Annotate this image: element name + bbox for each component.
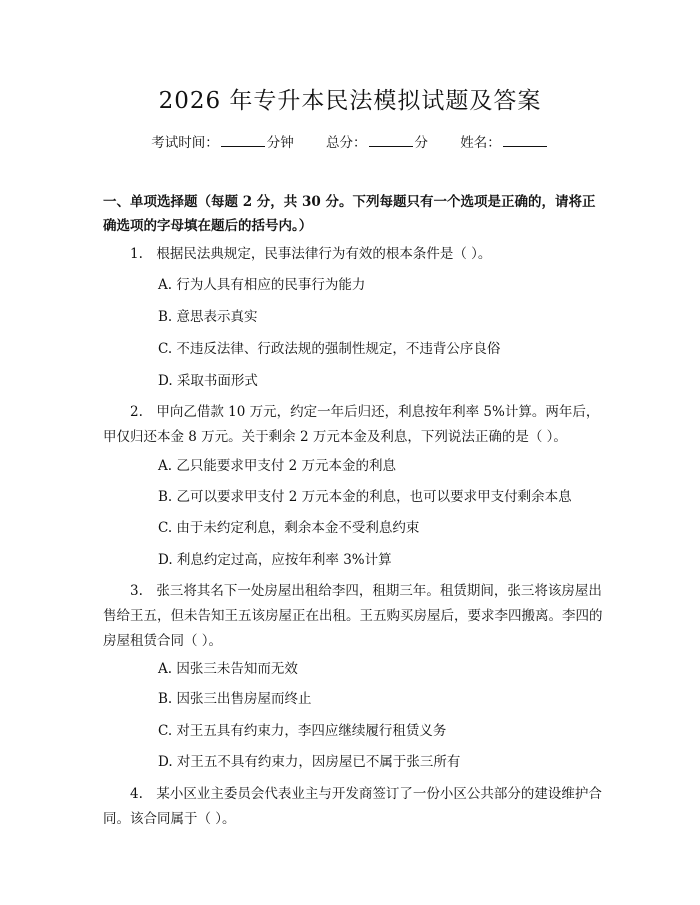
page-title: 2026 年专升本民法模拟试题及答案 [158,88,542,114]
total-score-blank [369,134,413,147]
question-4: 4. 某小区业主委员会代表业主与开发商签订了一份小区公共部分的建设维护合同。该合同属于（ ）。 [103,786,602,827]
total-score-label: 总分： [326,135,367,151]
question-3-option-d: D. 对王五不具有约束力，因房屋已不属于张三所有 [158,754,461,770]
question-3: 3. 张三将其名下一处房屋出租给李四，租期三年。租赁期间，张三将该房屋出售给王五，但未告知王五该房屋正在出租。王五购买房屋后，要求李四搬离。李四的房屋租赁合同（ ）。 [103,583,603,649]
question-1-option-d: D. 采取书面形式 [158,373,258,389]
question-2-option-a: A. 乙只能要求甲支付 2 万元本金的利息 [158,458,397,474]
exam-time-label: 考试时间： [151,135,219,151]
question-1-option-b: B. 意思表示真实 [158,309,258,325]
question-1-option-c: C. 不违反法律、行政法规的强制性规定，不违背公序良俗 [158,341,501,357]
exam-meta [0,131,700,151]
question-1-option-a: A. 行为人具有相应的民事行为能力 [158,277,366,293]
question-2: 2. 甲向乙借款 10 万元，约定一年后归还，利息按年利率 5%计算。两年后，甲仅归还本金 8 万元。关于剩余 2 万元本金及利息，下列说法正确的是（ ）。 [103,404,600,445]
question-1: 1. 根据民法典规定，民事法律行为有效的根本条件是（ ）。 [130,246,492,262]
total-score [326,135,428,151]
student-name-label: 姓名： [460,135,501,151]
exam-time-blank [221,134,265,147]
question-2-option-b: B. 乙可以要求甲支付 2 万元本金的利息，也可以要求甲支付剩余本息 [158,489,572,505]
exam-time-unit: 分钟 [266,135,294,151]
student-name-blank [503,134,547,147]
section-heading: 一、单项选择题（每题 2 分，共 30 分。下列每题只有一个选项是正确的，请将正确选项的字母填在题后的括号内。） [103,194,596,234]
question-3-option-a: A. 因张三未告知而无效 [158,661,298,677]
question-2-option-d: D. 利息约定过高，应按年利率 3%计算 [158,552,392,568]
student-name [460,135,549,151]
total-score-unit: 分 [414,135,428,151]
exam-time [151,135,294,151]
question-2-option-c: C. 由于未约定利息，剩余本金不受利息约束 [158,520,420,536]
question-3-option-b: B. 因张三出售房屋而终止 [158,691,312,707]
question-3-option-c: C. 对王五具有约束力，李四应继续履行租赁义务 [158,723,447,739]
